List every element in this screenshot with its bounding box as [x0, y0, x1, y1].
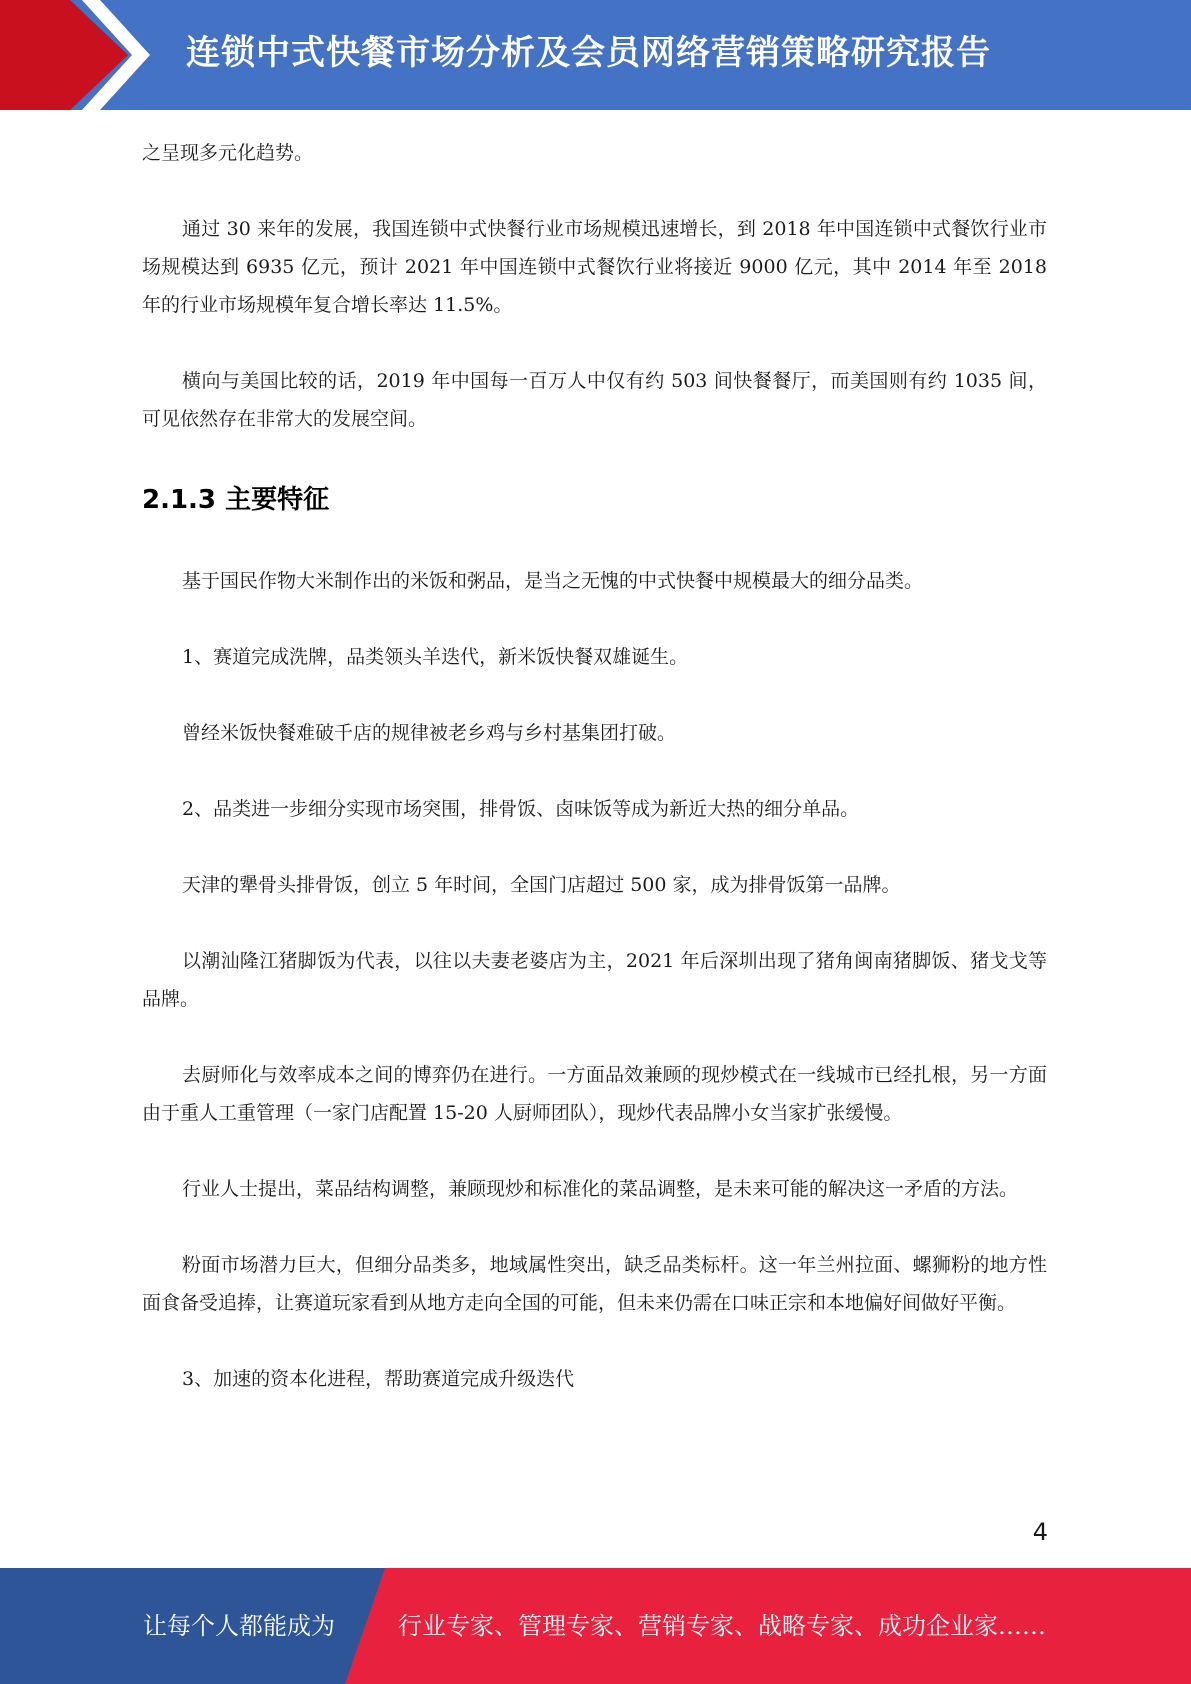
header-banner: [0, 0, 1191, 110]
paragraph: 基于国民作物大米制作出的米饭和粥品，是当之无愧的中式快餐中规模最大的细分品类。: [182, 570, 924, 592]
report-title: 连锁中式快餐市场分析及会员网络营销策略研究报告: [186, 33, 991, 73]
paragraph: 粉面市场潜力巨大，但细分品类多，地域属性突出，缺乏品类标杆。这一年兰州拉面、螺狮粉的地方性面食备受追捧，让赛道玩家看到从地方走向全国的可能，但未来仍需在口味正宗和本地偏好间做好平衡。: [142, 1254, 1047, 1314]
footer-slogan-right: 行业专家、管理专家、营销专家、战略专家、成功企业家……: [398, 1612, 1046, 1640]
footer-banner: [0, 1568, 1191, 1684]
paragraph: 行业人士提出，菜品结构调整，兼顾现炒和标准化的菜品调整，是未来可能的解决这一矛盾的方法。: [182, 1178, 1019, 1200]
paragraph: 横向与美国比较的话，2019 年中国每一百万人中仅有约 503 间快餐餐厅，而美国则有约 1035 间，可见依然存在非常大的发展空间。: [142, 370, 1047, 430]
paragraph: 通过 30 来年的发展，我国连锁中式快餐行业市场规模迅速增长，到 2018 年中国连锁中式餐饮行业市场规模达到 6935 亿元，预计 2021 年中国连锁中式餐饮行业将接近 9000 亿元，其中 2014 年至 2018 年的行业市场规模年复合增长率达 11.5%。: [142, 218, 1047, 316]
paragraph: 1、赛道完成洗牌，品类领头羊迭代，新米饭快餐双雄诞生。: [182, 646, 689, 668]
section-heading: 2.1.3 主要特征: [142, 485, 330, 515]
footer-slogan-left: 让每个人都能成为: [143, 1612, 335, 1640]
paragraph: 之呈现多元化趋势。: [142, 142, 314, 164]
document-body: [142, 134, 1047, 1436]
paragraph: 天津的犟骨头排骨饭，创立 5 年时间，全国门店超过 500 家，成为排骨饭第一品牌。: [182, 874, 901, 896]
paragraph: 去厨师化与效率成本之间的博弈仍在进行。一方面品效兼顾的现炒模式在一线城市已经扎根，另一方面由于重人工重管理（一家门店配置 15-20 人厨师团队），现炒代表品牌小女当家扩张缓慢。: [142, 1064, 1047, 1124]
page-number: 4: [1032, 1518, 1048, 1546]
paragraph: 2、品类进一步细分实现市场突围，排骨饭、卤味饭等成为新近大热的细分单品。: [182, 798, 860, 820]
paragraph: 以潮汕隆江猪脚饭为代表，以往以夫妻老婆店为主，2021 年后深圳出现了猪角闽南猪脚饭、猪戈戈等品牌。: [142, 950, 1047, 1010]
paragraph: 3、加速的资本化进程，帮助赛道完成升级迭代: [182, 1368, 575, 1390]
paragraph: 曾经米饭快餐难破千店的规律被老乡鸡与乡村基集团打破。: [182, 722, 677, 744]
